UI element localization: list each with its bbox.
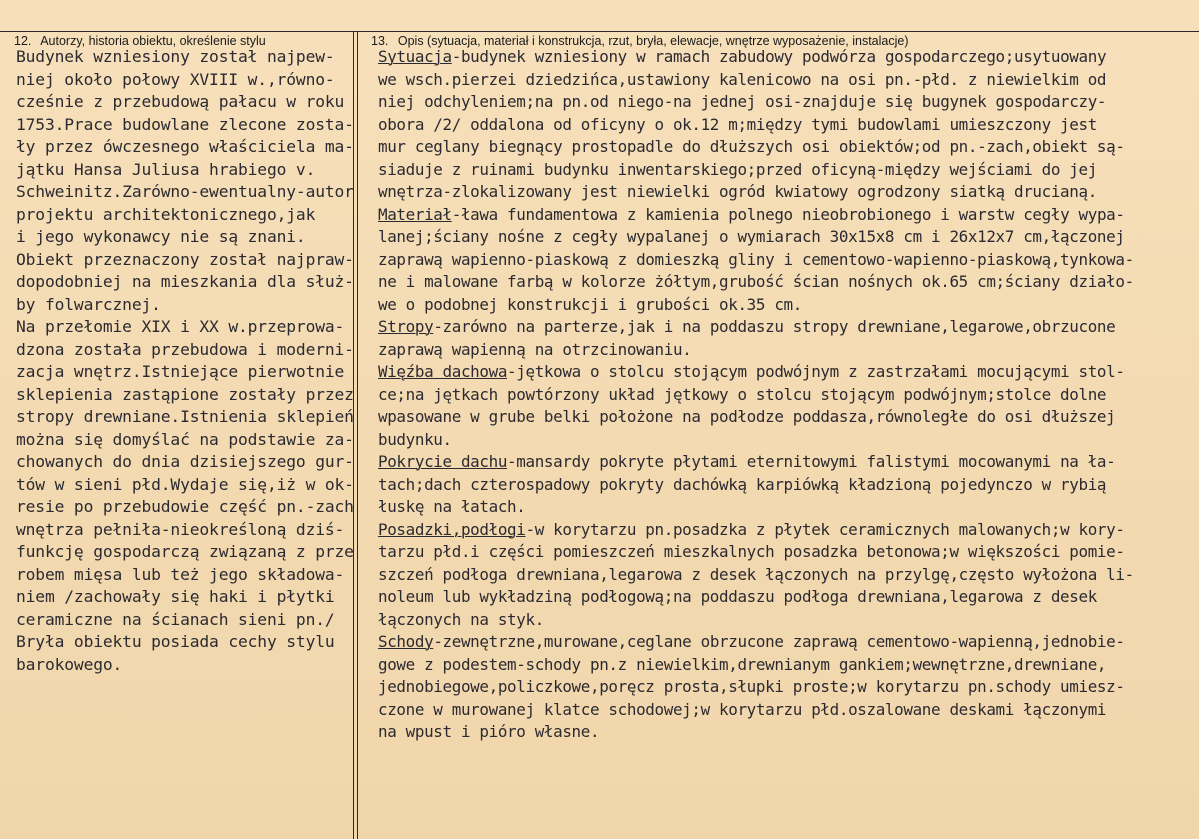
subsection-heading: Więźba dachowa [378, 362, 508, 381]
text-line [378, 631, 1194, 654]
section-12-title: Autorzy, historia obiektu, określenie stylu [40, 34, 266, 48]
text-line: robem mięsa lub też jego składowa- [16, 564, 345, 584]
line-text: -zewnętrzne,murowane,ceglane obrzucone zaprawą cementowo-wapienną,jednobie- [433, 632, 1125, 651]
text-line: Bryła obiektu posiada cechy stylu [16, 632, 335, 651]
text-line [378, 249, 1194, 272]
line-text: -w korytarzu pn.posadzka z płytek ceramicznych malowanych;w kory- [525, 519, 1125, 539]
text-line [378, 564, 1194, 587]
text-line [378, 114, 1194, 137]
text-line: jątku Hansa Juliusa hrabiego v. [16, 159, 316, 179]
text-line: wnętrza pełniła-nieokreśloną dziś- [16, 519, 345, 539]
subsection-heading: Pokrycie dachu [378, 452, 508, 471]
section-13-title: Opis (sytuacja, materiał i konstrukcja, rzut, bryła, elewacje, wnętrze wyposażenie, instalacje) [397, 34, 909, 48]
text-line [378, 136, 1194, 159]
text-line [378, 676, 1194, 699]
text-line: barokowego. [16, 654, 123, 674]
text-line: ceramiczne na ścianach sieni pn./ [16, 609, 335, 629]
line-text: wnętrza-zlokalizowany jest niewielki ogród kwiatowy ogrodzony siatką drucianą. [378, 182, 1097, 201]
text-line: by folwarcznej. [16, 294, 161, 314]
line-text: obora /2/ oddalona od oficyny o ok.12 m;między tymi budowlami umieszczony jest [378, 114, 1097, 134]
text-line [378, 181, 1194, 204]
text-line [378, 541, 1194, 564]
text-line: Na przełomie XIX i XX w.przeprowa- [16, 317, 345, 336]
line-text: gowe z podestem-schody pn.z niewielkim,drewnianym gankiem;wewnętrzne,drewniane, [378, 654, 1107, 674]
text-line: ły przez ówczesnego właściciela ma- [16, 137, 354, 156]
text-line [378, 294, 1194, 317]
section-13-number: 13. [371, 34, 389, 48]
line-text: na wpust i pióro własne. [378, 722, 600, 741]
text-line: cześnie z przebudową pałacu w roku [16, 92, 345, 111]
text-line: 1753.Prace budowlane zlecone zosta- [16, 114, 354, 134]
line-text: łączonych na styk. [378, 609, 544, 629]
line-text: łuskę na łatach. [378, 497, 526, 516]
line-text: jednobiegowe,policzkowe,poręcz prosta,słupki proste;w korytarzu pn.schody umiesz- [378, 677, 1125, 696]
line-text: czone w murowanej klatce schodowej;w korytarzu płd.oszalowane deskami łączonymi [378, 699, 1107, 719]
line-text: we wsch.pierzei dziedzińca,ustawiony kalenicowo na osi pn.-płd. z niewielkim od [378, 69, 1107, 89]
text-line: niej około połowy XVIII w.,równo- [16, 69, 335, 89]
line-text: -mansardy pokryte płytami eternitowymi falistymi mocowanymi na ła- [507, 452, 1116, 471]
subsection-heading: Sytuacja [378, 47, 452, 66]
text-line: Schweinitz.Zarówno-ewentualny-autor [16, 182, 354, 201]
line-text: szczeń podłoga drewniana,legarowa z desek łączonych na przylgę,często wyłożona li- [378, 564, 1134, 584]
line-text: budynku. [378, 429, 452, 449]
subsection-heading: Posadzki,podłogi [378, 519, 526, 539]
line-text: zaprawą wapienno-piaskową z domieszką gliny i cementowo-wapienno-piaskową,tynkowa- [378, 249, 1134, 269]
text-line: niem /zachowały się haki i płytki [16, 587, 335, 606]
text-line: dzona została przebudowa i moderni- [16, 339, 354, 359]
text-line [378, 384, 1194, 407]
subsection-heading: Schody [378, 632, 434, 651]
text-line: chowanych do dnia dzisiejszego gur- [16, 452, 354, 471]
text-line: tów w sieni płd.Wydaje się,iż w ok- [16, 474, 354, 494]
line-text: tarzu płd.i części pomieszczeń mieszkalnych posadzka betonowa;w większości pomie- [378, 542, 1125, 561]
line-text: ce;na jętkach powtórzony układ jętkowy o stolcu stojącym podwójnym;stolce dolne [378, 384, 1107, 404]
text-line [378, 496, 1194, 519]
text-line [378, 586, 1194, 609]
subsection-heading: Stropy [378, 317, 434, 336]
text-line [378, 721, 1194, 744]
text-line [378, 519, 1194, 542]
line-text: siaduje z ruinami budynku inwentarskiego;przed oficyną-między wejściami do jej [378, 159, 1097, 179]
subsection-heading: Materiał [378, 204, 452, 224]
line-text: -ława fundamentowa z kamienia polnego nieobrobionego i warstw cegły wypa- [451, 204, 1125, 224]
text-line [378, 46, 1194, 69]
section-12-number: 12. [14, 34, 32, 48]
line-text: tach;dach czterospadowy pokryty dachówką karpiówką kładzioną pojedynczo w rybią [378, 474, 1107, 494]
text-line: resie po przebudowie część pn.-zach [16, 497, 354, 516]
line-text: -budynek wzniesiony w ramach zabudowy podwórza gospodarczego;usytuowany [451, 47, 1107, 66]
text-line: można się domyślać na podstawie za- [16, 429, 354, 449]
text-line [378, 474, 1194, 497]
text-line [378, 654, 1194, 677]
column-divider-inner [357, 31, 358, 839]
text-line [378, 91, 1194, 114]
text-line [378, 69, 1194, 92]
text-line: sklepienia zastąpione zostały przez [16, 384, 354, 404]
description-text-column [378, 46, 1194, 744]
line-text: -zarówno na parterze,jak i na poddaszu stropy drewniane,legarowe,obrzucone [433, 317, 1116, 336]
text-line: dopodobniej na mieszkania dla służ- [16, 272, 354, 291]
text-line [378, 271, 1194, 294]
text-line [378, 699, 1194, 722]
text-line [378, 159, 1194, 182]
text-line: zacja wnętrz.Istniejące pierwotnie [16, 362, 345, 381]
line-text: noleum lub wykładziną podłogową;na poddaszu podłoga drewniana,legarowa z desek [378, 587, 1097, 606]
line-text: we o podobnej konstrukcji i grubości ok.35 cm. [378, 294, 802, 314]
text-line: funkcję gospodarczą związaną z prze [16, 542, 354, 561]
text-line: i jego wykonawcy nie są znani. [16, 227, 306, 246]
text-line [378, 609, 1194, 632]
line-text: wpasowane w grube belki położone na podłodze poddasza,równoległe do osi dłuższej [378, 407, 1116, 426]
text-line [378, 316, 1194, 339]
text-line [378, 429, 1194, 452]
top-rule [0, 31, 1199, 32]
history-text-column [16, 46, 352, 676]
text-line: Budynek wzniesiony został najpew- [16, 47, 335, 66]
text-line: Obiekt przeznaczony został najpraw- [16, 249, 354, 269]
line-text: mur ceglany biegnący prostopadle do dłuższych osi obiektów;od pn.-zach,obiekt są- [378, 137, 1125, 156]
text-line: stropy drewniane.Istnienia sklepień [16, 407, 354, 426]
line-text: lanej;ściany nośne z cegły wypalanej o wymiarach 30x15x8 cm i 26x12x7 cm,łączonej [378, 227, 1125, 246]
text-line [378, 406, 1194, 429]
line-text: -jętkowa o stolcu stojącym podwójnym z zastrzałami mocującymi stol- [507, 362, 1125, 381]
line-text: zaprawą wapienną na otrzcinowaniu. [378, 339, 692, 359]
text-line [378, 226, 1194, 249]
text-line [378, 361, 1194, 384]
text-line [378, 451, 1194, 474]
text-line: projektu architektonicznego,jak [16, 204, 316, 224]
text-line [378, 204, 1194, 227]
text-line [378, 339, 1194, 362]
line-text: niej odchyleniem;na pn.od niego-na jednej osi-znajduje się bugynek gospodarczy- [378, 92, 1107, 111]
line-text: ne i malowane farbą w kolorze żółtym,grubość ścian nośnych ok.65 cm;ściany działo- [378, 272, 1134, 291]
